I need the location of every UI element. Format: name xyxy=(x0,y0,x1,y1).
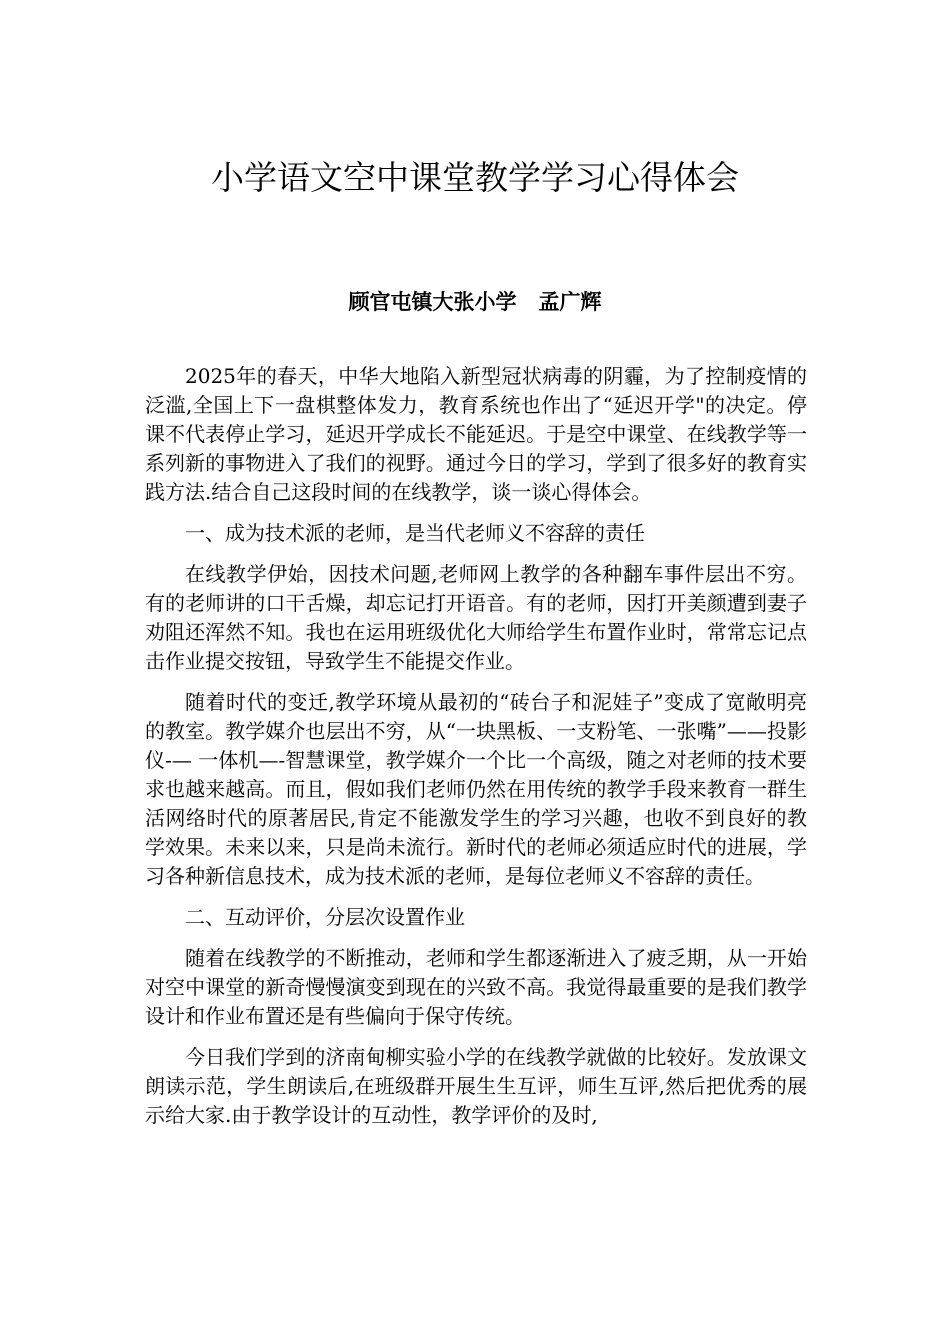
section-heading-2: 二、互动评价，分层次设置作业 xyxy=(185,905,465,929)
document-title: 小学语文空中课堂教学学习心得体会 xyxy=(211,158,739,197)
paragraph-era-change: 随着时代的变迁,教学环境从最初的“砖台子和泥娃子”变成了宽敞明亮的教室。教学媒介也层出不穷，从“一块黑板、一支粉笔、一张嘴”——投影仪-— 一体机—-智慧课堂，教学媒介一个比一个高级，随之对老师的技术要求也越来越高。而且，假如我们老师仍然在用传统的教学手段来教育一群生活网络时代的原著居民,肯定不能激发学生的学习兴趣，也收不到良好的教学效果。未来以来，只是尚未流行。新时代的老师必须适应时代的进展，学习各种新信息技术，成为技术派的老师，是每位老师义不容辞的责任。 xyxy=(145,690,807,888)
paragraph-example-school: 今日我们学到的济南甸柳实验小学的在线教学就做的比较好。发放课文朗读示范，学生朗读后,在班级群开展生生互评，师生互评,然后把优秀的展示给大家.由于教学设计的互动性，教学评价的及时, xyxy=(145,1045,807,1127)
document-body xyxy=(145,362,807,1142)
section-heading-1: 一、成为技术派的老师，是当代老师义不容辞的责任 xyxy=(185,521,645,545)
paragraph-fatigue: 随着在线教学的不断推动，老师和学生都逐渐进入了疲乏期，从一开始对空中课堂的新奇慢慢演变到现在的兴致不高。我觉得最重要的是我们教学设计和作业布置还是有些偏向于保守传统。 xyxy=(145,946,807,1028)
paragraph-intro: 2025年的春天，中华大地陷入新型冠状病毒的阴霾，为了控制疫情的泛滥,全国上下一盘棋整体发力，教育系统也作出了“延迟开学"的决定。停课不代表停止学习，延迟开学成长不能延迟。于是空中课堂、在线教学等一系列新的事物进入了我们的视野。通过今日的学习，学到了很多好的教育实践方法.结合自己这段时间的在线教学，谈一谈心得体会。 xyxy=(145,364,807,504)
author-line: 顾官屯镇大张小学 孟广辉 xyxy=(348,290,602,314)
paragraph-technical-issues: 在线教学伊始，因技术问题,老师网上教学的各种翻车事件层出不穷。有的老师讲的口干舌燥，却忘记打开语音。有的老师，因打开美颜遭到妻子劝阻还浑然不知。我也在运用班级优化大师给学生布置作业时，常常忘记点击作业提交按钮，导致学生不能提交作业。 xyxy=(145,562,807,673)
